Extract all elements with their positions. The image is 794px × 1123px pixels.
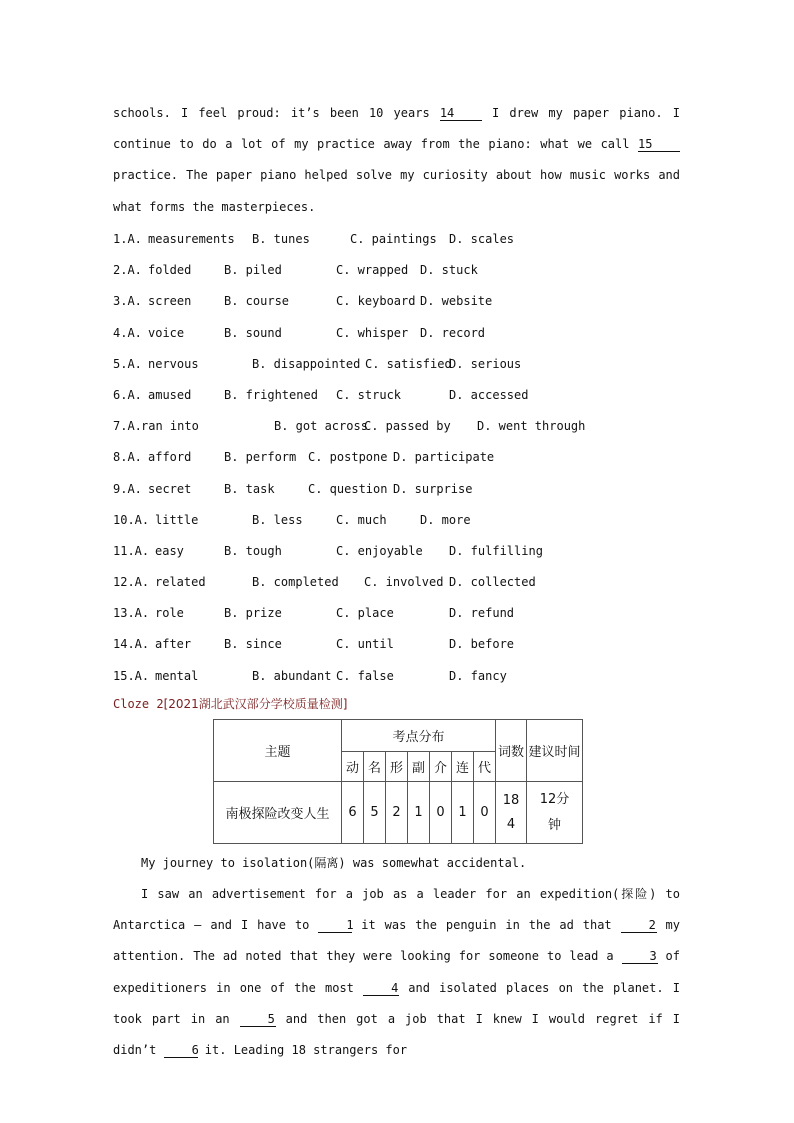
option-a[interactable]: easy [155, 543, 184, 558]
blank-5[interactable]: 5 [240, 1012, 276, 1027]
category-count: 6 [342, 782, 364, 844]
option-c[interactable]: C. passed by [364, 419, 451, 434]
option-b[interactable]: B. piled [224, 263, 282, 278]
blank-1[interactable]: 1 [318, 918, 352, 933]
category-header: 连 [452, 752, 474, 782]
passage-text: practice. The paper piano helped solve my curiosity about how music works and what forms the masterpieces. [113, 168, 680, 214]
option-a[interactable]: ran into [141, 419, 199, 434]
option-d[interactable]: D. went through [477, 419, 586, 434]
cloze-2-header [113, 695, 347, 712]
passage-text: it was the penguin in the ad that [352, 918, 621, 933]
passage-text: and isolated places on the planet. I took part in an [113, 980, 680, 1026]
option-c[interactable]: C. until [336, 637, 394, 652]
passage-text: it. Leading 18 strangers for [197, 1043, 408, 1058]
option-c[interactable]: C. enjoyable [336, 543, 423, 558]
option-number: 8.A. [113, 450, 142, 465]
passage-text: schools. I feel proud: it’s been 10 years [113, 106, 440, 120]
passage-text: My journey to isolation( [141, 856, 315, 870]
option-b[interactable]: B. frightened [224, 387, 318, 402]
option-c[interactable]: C. whisper [336, 325, 409, 340]
option-c[interactable]: C. keyboard [336, 294, 416, 309]
passage-text: of expeditioners in one of the most [113, 949, 680, 995]
option-a[interactable]: voice [148, 325, 185, 340]
option-number: 7.A. [113, 419, 142, 434]
distribution-header: 考点分布 [342, 720, 496, 752]
option-d[interactable]: D. website [420, 294, 493, 309]
option-a[interactable]: mental [155, 668, 199, 683]
suggested-time-line-1: 12分 [539, 791, 570, 807]
option-row [113, 255, 713, 286]
word-count-line-2: 4 [506, 816, 516, 832]
option-a[interactable]: secret [148, 481, 192, 496]
passage-text: my attention. The ad noted that they were looking for someone to lead a [113, 918, 680, 964]
passage-text: I drew my paper piano. I continue to do a lot of my practice away from the piano: what we call [113, 106, 680, 152]
option-row [113, 224, 713, 255]
category-header: 动 [342, 752, 364, 782]
category-count: 5 [364, 782, 386, 844]
option-d[interactable]: D. before [449, 637, 515, 652]
suggested-time-header: 建议时间 [527, 720, 583, 782]
category-header: 介 [430, 752, 452, 782]
passage-2-intro [113, 848, 680, 879]
option-b[interactable]: B. perform [224, 450, 297, 465]
option-d[interactable]: D. participate [393, 450, 495, 465]
option-a[interactable]: folded [148, 263, 192, 278]
option-a[interactable]: afford [148, 450, 192, 465]
option-c[interactable]: C. false [336, 668, 394, 683]
blank-2[interactable]: 2 [621, 918, 657, 933]
option-number: 11.A. [113, 543, 150, 558]
option-number: 2.A. [113, 263, 142, 278]
passage-text: ) was somewhat accidental. [338, 856, 527, 870]
option-b[interactable]: B. disappointed [252, 356, 361, 371]
option-d[interactable]: D. stuck [420, 263, 478, 278]
theme-cell: 南极探险改变人生 [214, 782, 342, 844]
option-a[interactable]: little [155, 512, 199, 527]
blank-3[interactable]: 3 [622, 949, 658, 964]
option-b[interactable]: B. prize [224, 606, 282, 621]
category-header: 形 [386, 752, 408, 782]
passage-2-body [113, 879, 680, 1066]
option-number: 6.A. [113, 387, 142, 402]
option-d[interactable]: D. accessed [449, 387, 529, 402]
option-c[interactable]: C. paintings [350, 232, 437, 246]
option-a[interactable]: amused [148, 387, 192, 402]
category-header: 名 [364, 752, 386, 782]
option-row [113, 286, 713, 317]
category-header: 代 [474, 752, 496, 782]
option-row [113, 349, 713, 380]
category-count: 2 [386, 782, 408, 844]
option-number: 3.A. [113, 294, 142, 309]
option-c[interactable]: C. question [308, 481, 388, 496]
option-row [113, 629, 713, 660]
option-row [113, 380, 713, 411]
option-a[interactable]: role [155, 606, 184, 621]
cloze-label: Cloze 2 [113, 697, 164, 711]
option-d[interactable]: D. collected [449, 575, 536, 590]
blank-6[interactable]: 6 [164, 1043, 198, 1058]
option-c[interactable]: C. satisfied [365, 356, 452, 371]
option-b[interactable]: B. less [252, 512, 303, 527]
option-row [113, 505, 713, 536]
option-row [113, 474, 713, 505]
option-c[interactable]: C. struck [336, 387, 402, 402]
option-c[interactable]: C. much [336, 512, 387, 527]
option-row [113, 411, 713, 442]
option-d[interactable]: D. scales [449, 232, 515, 246]
word-count-line-1: 18 [502, 792, 520, 808]
option-a[interactable]: measurements [148, 232, 235, 246]
option-c[interactable]: C. postpone [308, 450, 388, 465]
option-c[interactable]: C. involved [364, 575, 444, 590]
option-number: 9.A. [113, 481, 142, 496]
option-a[interactable]: after [155, 637, 192, 652]
option-c[interactable]: C. wrapped [336, 263, 409, 278]
option-c[interactable]: C. place [336, 606, 394, 621]
category-header: 副 [408, 752, 430, 782]
option-d[interactable]: D. record [420, 325, 486, 340]
passage-cn: 探险 [619, 887, 650, 901]
theme-header: 主题 [214, 720, 342, 782]
cloze-info-table [213, 719, 583, 844]
blank-15[interactable]: 15 [638, 137, 680, 152]
passage-text: I saw an advertisement for a job as a leader for an expedition( [141, 887, 620, 901]
option-number: 4.A. [113, 325, 142, 340]
option-number: 13.A. [113, 606, 150, 621]
option-row [113, 318, 713, 349]
option-number: 5.A. [113, 356, 142, 371]
option-number: 14.A. [113, 637, 150, 652]
option-d[interactable]: D. serious [449, 356, 522, 371]
passage-text: ) to Antarctica — and I have to [113, 887, 680, 933]
category-count: 0 [430, 782, 452, 844]
option-number: 12.A. [113, 575, 150, 590]
suggested-time-line-2: 钟 [547, 817, 561, 833]
option-d[interactable]: D. refund [449, 606, 515, 621]
blank-4[interactable]: 4 [363, 981, 399, 996]
option-b[interactable]: B. tunes [252, 232, 310, 246]
option-row [113, 598, 713, 629]
option-b[interactable]: B. sound [224, 325, 282, 340]
passage-text: and then got a job that I knew I would regret if I didn’t [113, 1011, 680, 1058]
option-number: 10.A. [113, 512, 150, 527]
word-count-header: 词数 [496, 720, 527, 782]
option-a[interactable]: nervous [148, 356, 199, 371]
cloze-source: [2021湖北武汉部分学校质量检测] [163, 697, 348, 711]
passage-cn: 隔离 [314, 856, 339, 870]
option-d[interactable]: D. more [420, 512, 471, 527]
suggested-time-cell [527, 782, 583, 844]
options-list [113, 224, 713, 692]
option-d[interactable]: D. surprise [393, 481, 473, 496]
option-b[interactable]: B. got across [274, 419, 368, 434]
option-number: 1.A. [113, 232, 142, 246]
option-d[interactable]: D. fancy [449, 668, 507, 683]
word-count-cell [496, 782, 527, 844]
option-b[interactable]: B. tough [224, 543, 282, 558]
option-b[interactable]: B. course [224, 294, 290, 309]
option-a[interactable]: related [155, 575, 206, 590]
option-row [113, 442, 713, 473]
category-count: 0 [474, 782, 496, 844]
option-b[interactable]: B. task [224, 481, 275, 496]
category-count: 1 [408, 782, 430, 844]
option-b[interactable]: B. since [224, 637, 282, 652]
option-row [113, 661, 713, 692]
option-d[interactable]: D. fulfilling [449, 543, 543, 558]
passage-1 [113, 98, 680, 223]
option-row [113, 567, 713, 598]
option-a[interactable]: screen [148, 294, 192, 309]
option-number: 15.A. [113, 668, 150, 683]
blank-14[interactable]: 14 [440, 106, 482, 121]
option-b[interactable]: B. abundant [252, 668, 332, 683]
option-b[interactable]: B. completed [252, 575, 339, 590]
category-count: 1 [452, 782, 474, 844]
option-row [113, 536, 713, 567]
